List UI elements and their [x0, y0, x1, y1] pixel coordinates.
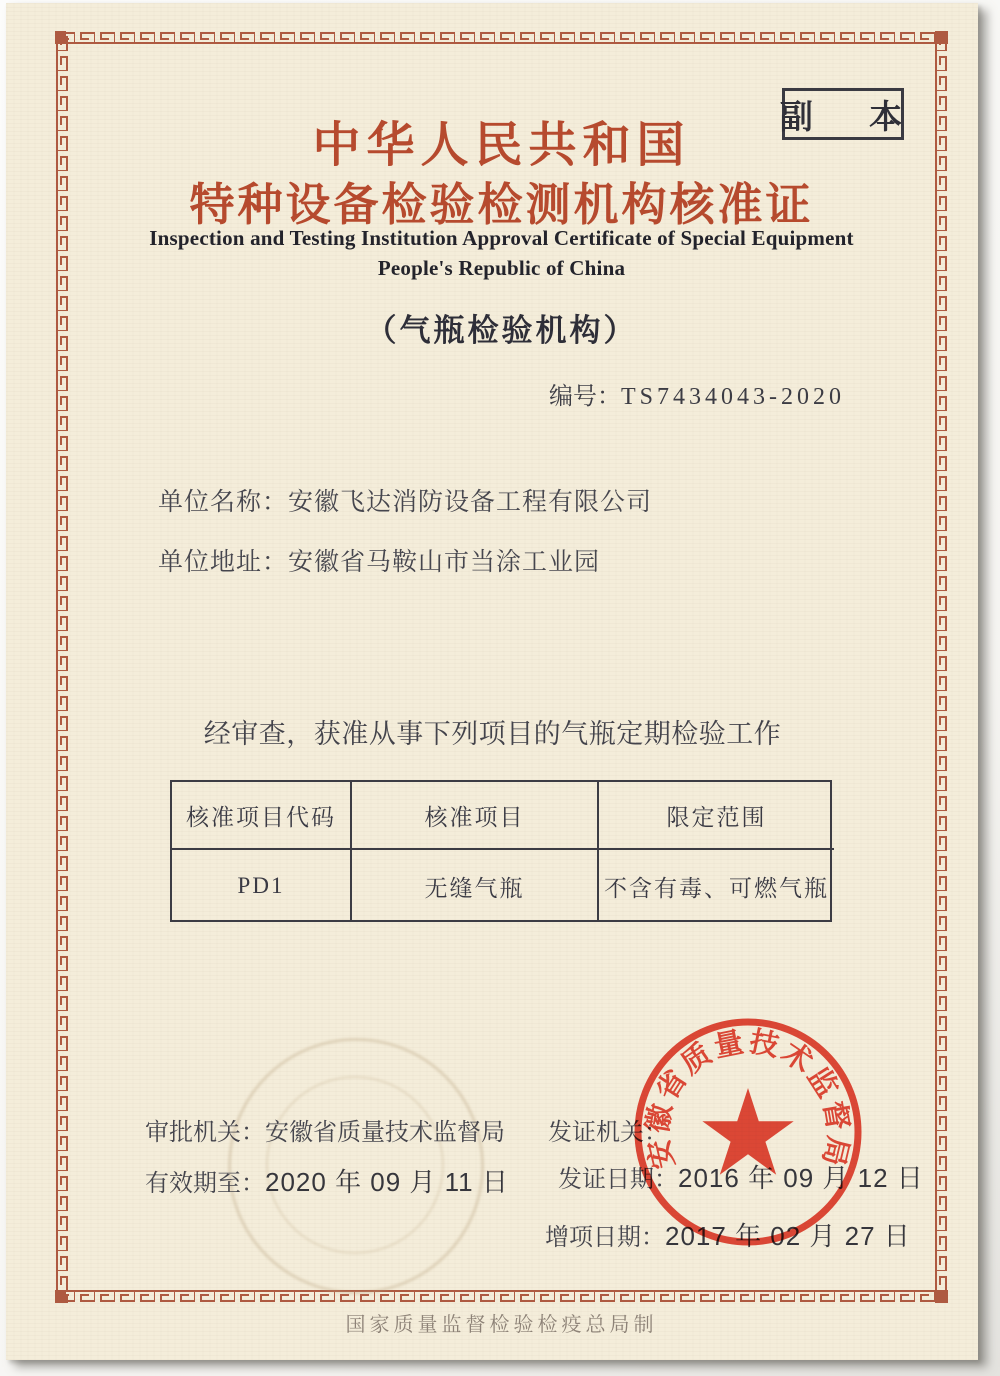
table-header-item: 核准项目	[352, 782, 599, 850]
approval-authority-value: 安徽省质量技术监督局	[265, 1120, 505, 1146]
title-en-line2: People's Republic of China	[377, 256, 626, 280]
table-cell-code: PD1	[172, 850, 352, 922]
addition-date-label: 增项日期：	[545, 1225, 665, 1251]
border-corner-tr	[937, 31, 948, 42]
approval-statement: 经审查，获准从事下列项目的气瓶定期检验工作	[203, 719, 782, 749]
approval-authority-label: 审批机关：	[145, 1120, 265, 1146]
subtitle-institution-type: （气瓶检验机构）	[365, 313, 638, 348]
issuing-authority-label: 发证机关：	[548, 1120, 668, 1146]
approval-items-table	[170, 780, 832, 922]
certificate-number	[549, 376, 845, 411]
certificate-number-label: 编号：	[549, 384, 621, 410]
table-header-code: 核准项目代码	[172, 782, 352, 850]
border-corner-bl	[55, 1292, 66, 1303]
approval-authority-line	[145, 1112, 505, 1147]
unit-address-line	[158, 542, 600, 578]
copy-badge-label: 副 本	[779, 99, 927, 136]
footer-issuing-body: 国家质量监督检验检疫总局制	[345, 1314, 658, 1336]
border-corner-tl	[55, 31, 66, 42]
valid-until-line	[145, 1162, 509, 1199]
border-corner-br	[937, 1292, 948, 1303]
unit-name-value: 安徽飞达消防设备工程有限公司	[288, 489, 653, 516]
table-cell-item: 无缝气瓶	[352, 850, 599, 922]
stamp-text: 安徽省质量技术监督局	[641, 1025, 855, 1172]
unit-address-label: 单位地址：	[158, 549, 289, 576]
official-red-stamp	[628, 1012, 868, 1252]
valid-until-label: 有效期至：	[145, 1171, 265, 1197]
title-cn-line1: 中华人民共和国	[312, 119, 691, 172]
unit-name-label: 单位名称：	[158, 489, 289, 516]
unit-name-line	[158, 482, 652, 518]
title-cn-line2: 特种设备检验检测机构核准证	[189, 180, 814, 230]
valid-until-value: 2020 年 09 月 11 日	[265, 1167, 509, 1197]
table-cell-scope: 不含有毒、可燃气瓶	[604, 875, 829, 901]
table-header-scope: 限定范围	[599, 782, 834, 850]
certificate-number-value: TS7434043-2020	[621, 384, 845, 410]
border-top	[55, 31, 948, 45]
unit-address-value: 安徽省马鞍山市当涂工业园	[288, 549, 601, 576]
issue-date-value: 2016 年 09 月 12 日	[678, 1163, 924, 1193]
border-bottom	[55, 1289, 948, 1303]
title-en-line1: Inspection and Testing Institution Approval Certificate of Special Equipment	[149, 226, 854, 250]
addition-date-value: 2017 年 02 月 27 日	[665, 1221, 911, 1251]
issue-date-label: 发证日期：	[558, 1167, 678, 1193]
star-icon	[702, 1088, 793, 1175]
